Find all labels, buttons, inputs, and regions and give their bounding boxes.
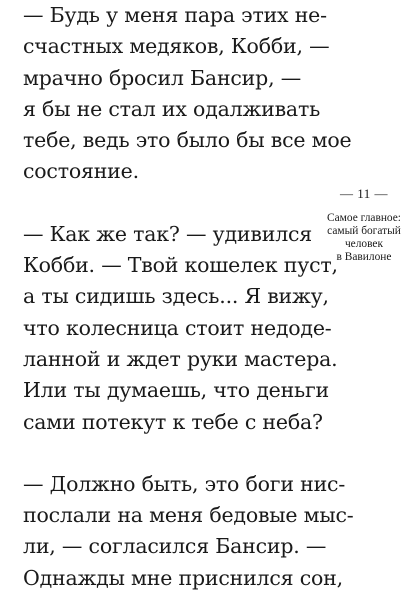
text-line: что колесница стоит недоде-	[23, 315, 332, 340]
text-line: мрачно бросил Бансир, —	[23, 65, 302, 90]
text-line: состояние.	[23, 159, 139, 184]
paragraph-gap	[23, 438, 298, 469]
margin-note	[308, 186, 420, 264]
text-line: — Будь у меня пара этих не-	[23, 3, 327, 27]
running-title-line: в Вавилоне	[336, 251, 392, 263]
text-line: послали на меня бедовые мыс-	[23, 503, 354, 528]
paragraph-3	[23, 469, 354, 594]
paragraph-gap	[23, 188, 298, 219]
running-title-line: человек	[344, 238, 384, 250]
paragraph-2	[23, 219, 338, 438]
running-title	[308, 212, 420, 264]
text-line: а ты сидишь здесь... Я вижу,	[23, 284, 329, 309]
text-line: тебе, ведь это было бы все мое	[23, 128, 352, 153]
text-line: сами потекут к тебе с неба?	[23, 409, 323, 434]
text-line: Кобби. — Твой кошелек пуст,	[23, 253, 338, 278]
text-line: счастных медяков, Кобби, —	[23, 34, 330, 59]
page-number: — 11 —	[339, 186, 389, 201]
text-line: ланной и ждет руки мастера.	[23, 346, 338, 371]
text-line: — Должно быть, это боги нис-	[23, 471, 346, 496]
running-title-line: Самое главное:	[327, 212, 401, 224]
text-line: ли, — согласился Бансир. —	[23, 534, 327, 559]
text-line: — Как же так? — удивился	[23, 221, 313, 246]
running-title-line: самый богатый	[327, 225, 401, 237]
text-line: Или ты думаешь, что деньги	[23, 378, 330, 403]
body-text	[23, 0, 354, 594]
text-line: Однажды мне приснился сон,	[23, 565, 343, 590]
text-line: я бы не стал их одалживать	[23, 96, 321, 121]
paragraph-1	[23, 0, 352, 188]
